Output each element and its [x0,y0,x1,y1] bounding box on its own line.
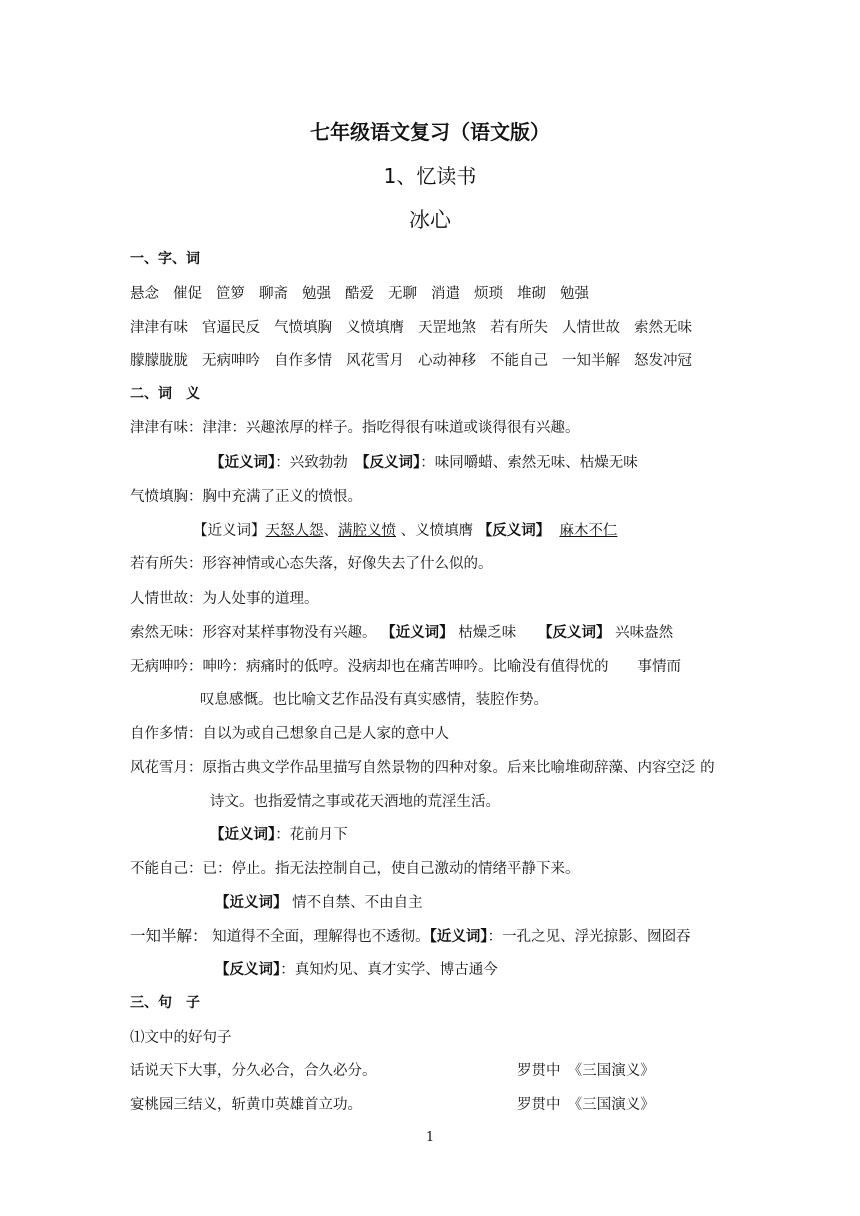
separator: 、 [323,523,338,539]
definition-line: 津津有味：津津：兴趣浓厚的样子。指吃得很有味道或谈得很有兴趣。 [130,420,580,436]
section-heading-meanings: 二、词 义 [130,386,200,402]
synonym-text: ：一孔之见、浮光掠影、囫囵吞 [487,929,691,945]
antonym-text: 兴味盎然 [610,625,674,641]
quote-line: 宴桃园三结义，斩黄巾英雄首立功。 [130,1097,362,1113]
synonym-line [193,519,617,540]
vocab-word: 气愤填胸 [274,320,332,336]
vocab-word: 堆砌 [517,286,546,302]
vocab-word: 义愤填膺 [346,320,404,336]
vocab-word: 自作多情 [274,353,332,369]
antonym-tag: 【反义词】 [362,454,421,471]
term: 一知半解： [130,927,208,945]
definition-continuation: 叹息感慨。也比喻文艺作品没有真实感情，装腔作势。 [200,692,548,708]
synonym-line [210,823,348,844]
synonym-text: 满腔义愤 [338,523,396,539]
vocab-word: 无病呻吟 [202,353,260,369]
document-title: 七年级语文复习（语文版） [310,120,550,144]
definition-line: 无病呻吟：呻吟：病痛时的低哼。没病却也在痛苦呻吟。比喻没有值得忧的 事情而 [130,659,681,675]
vocab-word: 勉强 [302,286,331,302]
vocab-word: 风花雪月 [346,353,404,369]
definition-line [130,924,691,946]
definition-line: 风花雪月：原指古典文学作品里描写自然景物的四种对象。后来比喻堆砌辞藻、内容空泛 的 [130,760,715,776]
synonym-tag: 【近义词】 [210,826,276,843]
vocab-word: 烦琐 [474,286,503,302]
definition-continuation: 诗文。也指爱情之事或花天酒地的荒淫生活。 [210,794,500,810]
vocab-word: 天罡地煞 [418,320,476,336]
word-row-3 [130,349,706,370]
vocab-word: 悬念 [130,286,159,302]
vocab-word: 人情世故 [562,320,620,336]
vocab-word: 津津有味 [130,320,188,336]
vocab-word: 酷爱 [345,286,374,302]
section-heading-sentences: 三、句 子 [130,995,200,1011]
definition-line: 人情世故：为人处事的道理。 [130,591,319,607]
synonym-tag: 【近义词】 [429,928,488,945]
synonym-tag: 【近义词】 [210,454,276,471]
word-row-1 [130,282,603,303]
quote-source: 罗贯中 《三国演义》 [517,1097,655,1113]
vocab-word: 索然无味 [634,320,692,336]
antonym-text: ：真知灼见、真才实学、博古通今 [280,962,498,978]
antonym-text: 麻木不仁 [559,523,618,539]
vocab-word: 无聊 [388,286,417,302]
antonym-line [215,958,498,979]
section-heading-words: 一、字、词 [130,251,200,267]
synonym-text: 天怒人怨 [265,523,324,539]
vocab-word: 若有所失 [490,320,548,336]
antonym-text: ：味同嚼蜡、索然无味、枯燥无味 [420,455,638,471]
antonym-tag: 【反义词】 [215,961,281,978]
word-row-2 [130,316,706,337]
vocab-word: 一知半解 [562,353,620,369]
definition-line: 不能自己：已：停止。指无法控制自己，使自己激动的情绪平静下来。 [130,861,580,877]
synonym-text: 枯燥乏味 [453,625,546,641]
quote-line: 话说天下大事，分久必合，合久必分。 [130,1063,377,1079]
definition-line: 自作多情：自以为或自己想象自己是人家的意中人 [130,726,449,742]
page-number: 1 [425,1130,435,1145]
antonym-tag: 【反义词】 [477,522,551,539]
synonym-line [215,891,423,912]
definition-line: 气愤填胸：胸中充满了正义的愤恨。 [130,489,362,505]
definition-line [130,621,673,642]
lesson-title: 1、忆读书 [383,164,477,188]
author-name: 冰心 [409,208,451,232]
synonym-text: 、义愤填膺 [396,523,478,539]
quote-source: 罗贯中 《三国演义》 [517,1063,655,1079]
synonym-line [210,451,638,472]
definition-text: 知道得不全面，理解得也不透彻。 [207,929,430,945]
synonym-tag: 【近义词】 [215,894,288,911]
synonym-text: ：花前月下 [275,827,348,843]
vocab-word: 笸箩 [216,286,245,302]
subheading: ⑴文中的好句子 [130,1030,232,1046]
definition-line: 若有所失：形容神情或心态失落，好像失去了什么似的。 [130,556,493,572]
synonym-text: 情不自禁、不由自主 [287,895,423,911]
vocab-word: 勉强 [560,286,589,302]
vocab-word: 朦朦胧胧 [130,353,188,369]
vocab-word: 心动神移 [418,353,476,369]
vocab-word: 不能自己 [490,353,548,369]
synonym-tag: 【近义词】 [381,624,454,641]
synonym-text: ：兴致勃勃 [275,455,363,471]
vocab-word: 怒发冲冠 [634,353,692,369]
antonym-tag: 【反义词】 [545,624,611,641]
vocab-word: 官逼民反 [202,320,260,336]
vocab-word: 聊斋 [259,286,288,302]
synonym-tag: 【近义词】 [193,523,266,539]
vocab-word: 消遣 [431,286,460,302]
vocab-word: 催促 [173,286,202,302]
definition-text: 索然无味：形容对某样事物没有兴趣。 [130,625,382,641]
